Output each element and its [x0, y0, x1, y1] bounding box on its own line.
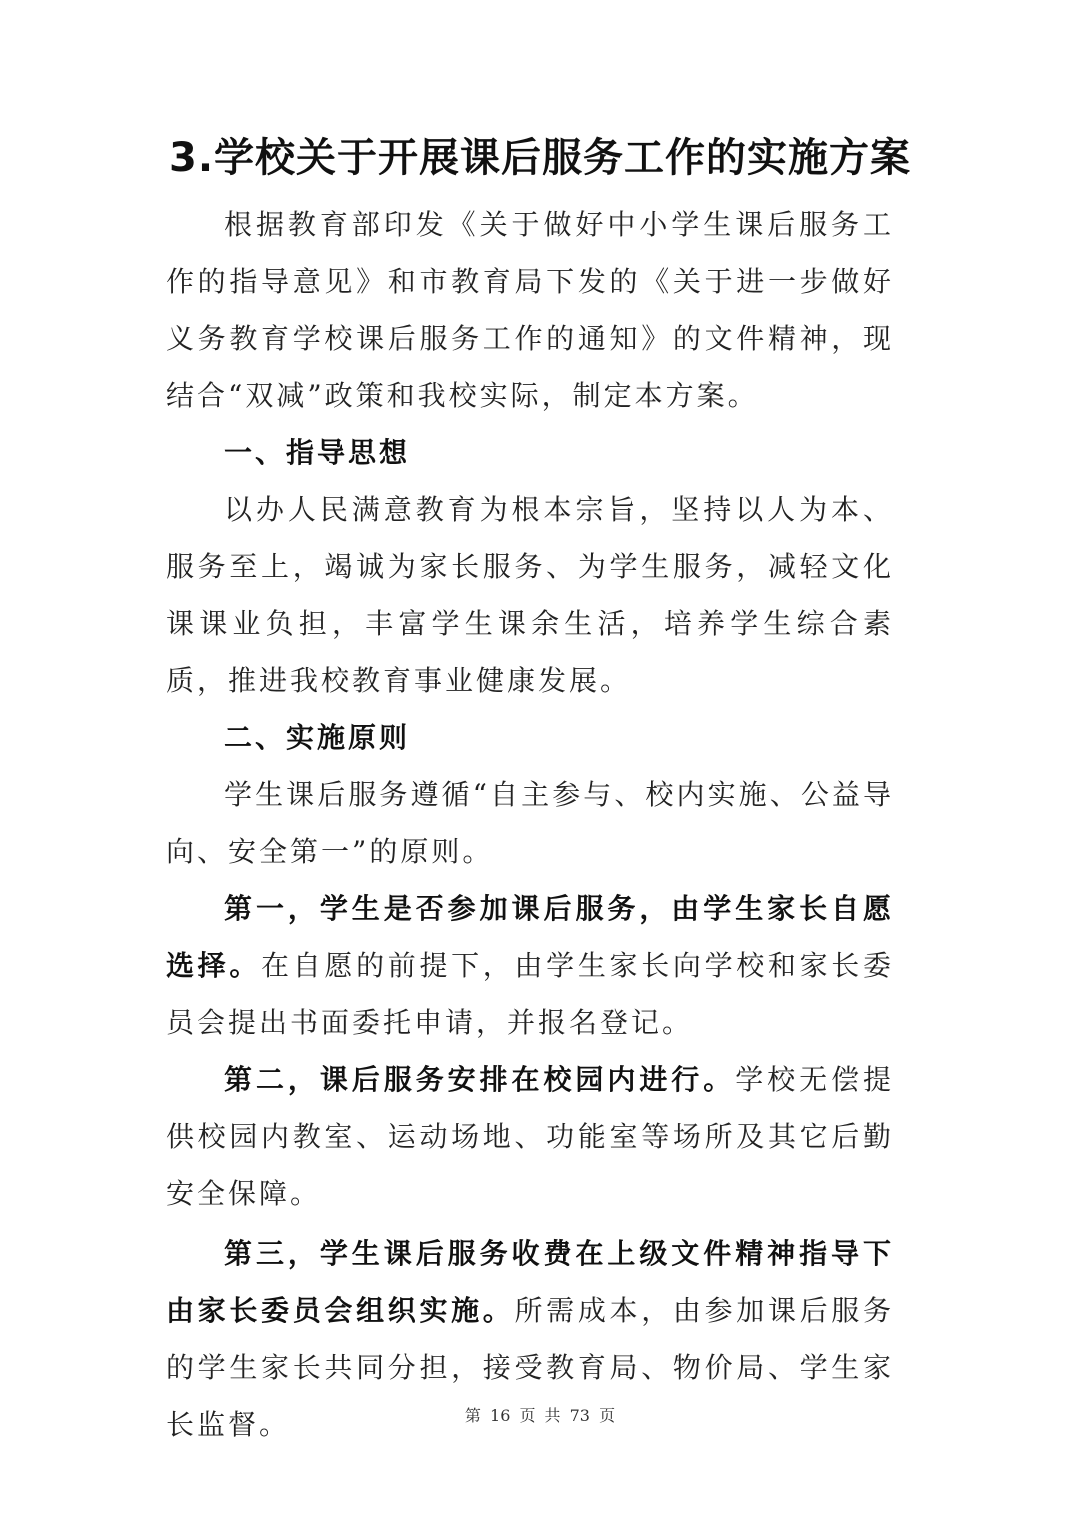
principle-point-1-lead: 第一，学生是否参加课后服务，由学生家长自愿选择。	[166, 892, 894, 982]
section-heading-guiding-ideology: 一、指导思想	[224, 436, 411, 469]
principle-point-3-text: 所需成本，由参加课后服务的学生家长共同分担，接受教育局、物价局、学生家长监督。	[166, 1294, 894, 1441]
document-body	[166, 196, 894, 1453]
principle-point-2	[166, 1051, 894, 1222]
principle-point-1-text: 在自愿的前提下，由学生家长向学校和家长委员会提出书面委托申请，并报名登记。	[166, 949, 894, 1039]
page-number-footer: 第 16 页 共 73 页	[464, 1406, 616, 1425]
principles-paragraph: 学生课后服务遵循“自主参与、校内实施、公益导向、安全第一”的原则。	[166, 778, 894, 868]
guiding-ideology-paragraph: 以办人民满意教育为根本宗旨，坚持以人为本、服务至上，竭诚为家长服务、为学生服务，减轻文化课课业负担，丰富学生课余生活，培养学生综合素质，推进我校教育事业健康发展。	[166, 493, 894, 697]
document-title: 3.学校关于开展课后服务工作的实施方案	[168, 135, 912, 181]
intro-paragraph: 根据教育部印发《关于做好中小学生课后服务工作的指导意见》和市教育局下发的《关于进一步做好义务教育学校课后服务工作的通知》的文件精神，现结合“双减”政策和我校实际，制定本方案。	[166, 208, 894, 412]
principle-point-2-lead: 第二，课后服务安排在校园内进行。	[224, 1063, 736, 1096]
section-heading-principles: 二、实施原则	[224, 721, 411, 754]
principle-point-2-text: 学校无偿提供校园内教室、运动场地、功能室等场所及其它后勤安全保障。	[166, 1063, 894, 1210]
principle-point-1	[166, 880, 894, 1051]
principle-point-3-lead: 第三，学生课后服务收费在上级文件精神指导下由家长委员会组织实施。	[166, 1237, 894, 1327]
